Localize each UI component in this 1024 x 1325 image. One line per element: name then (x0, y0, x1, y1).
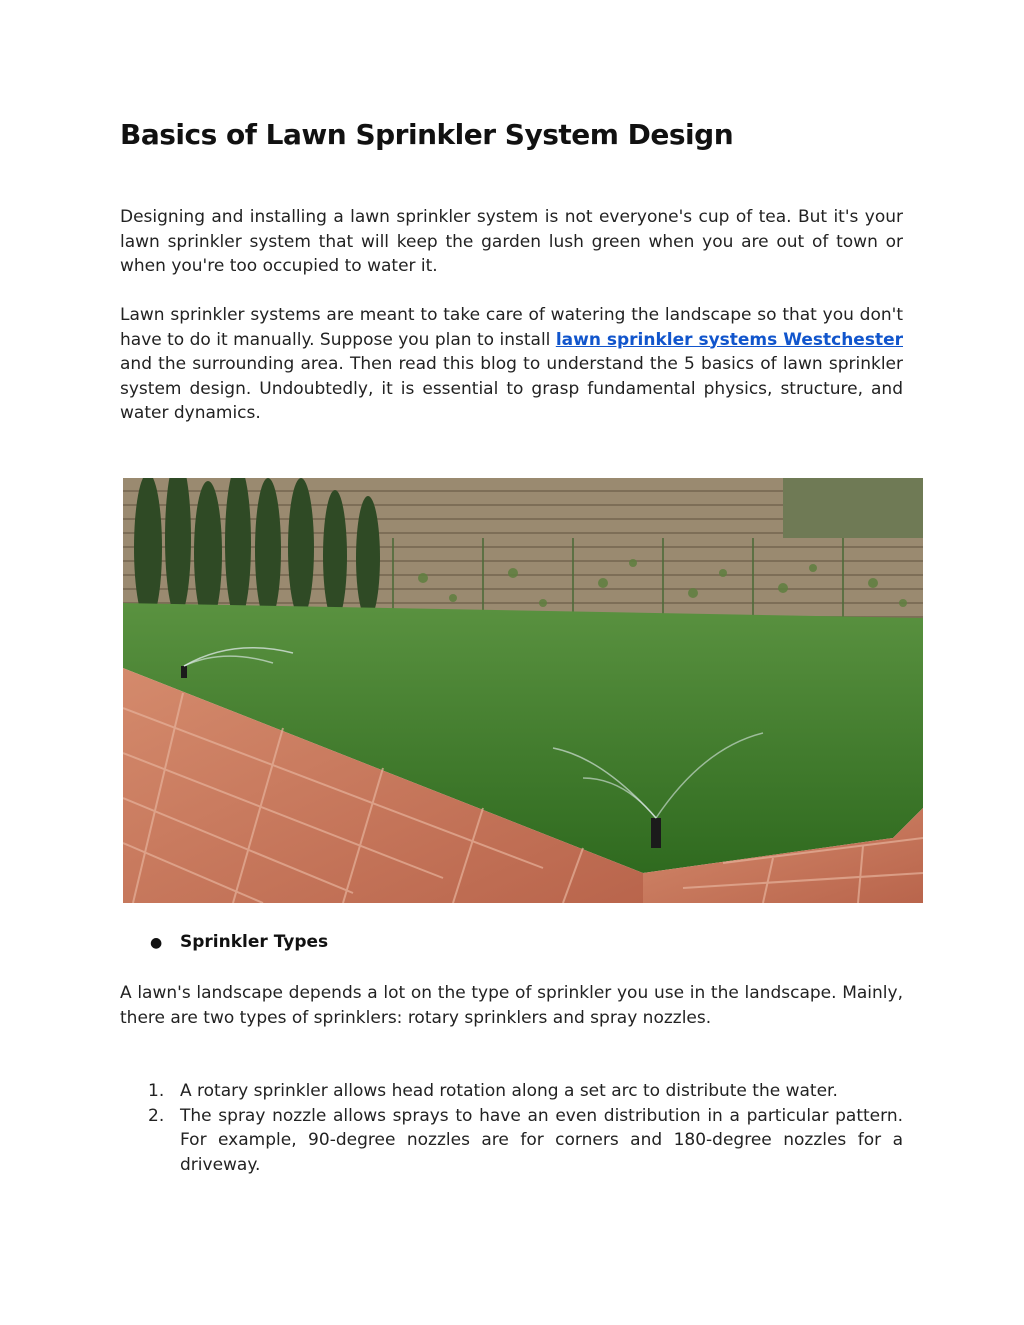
list-item-number: 1. (148, 1081, 165, 1101)
list-item-text: A rotary sprinkler allows head rotation along a set arc to distribute the water. (180, 1081, 838, 1101)
paragraph-text-after-link: and the surrounding area. Then read this blog to understand the 5 basics of lawn sprinkler system design. Undoubtedly, it is essential to grasp fundamental physics, structure, and water dynamics. (120, 354, 903, 423)
body-paragraph (120, 303, 903, 426)
sprinkler-types-paragraph: A lawn's landscape depends a lot on the type of sprinkler you use in the landscape. Mainly, there are two types of sprinklers: rotary sprinklers and spray nozzles. (120, 983, 903, 1028)
lawn-sprinkler-westchester-link[interactable]: lawn sprinkler systems Westchester (555, 329, 903, 350)
bullet-icon: ● (150, 935, 163, 951)
list-item (120, 1104, 903, 1178)
intro-paragraph: Designing and installing a lawn sprinkler system is not everyone's cup of tea. But it's your lawn sprinkler system that will keep the garden lush green when you are out of town or when you're too occupied to water it. (120, 207, 903, 276)
lawn-sprinkler-photo (123, 478, 923, 903)
list-item-number: 2. (148, 1105, 165, 1126)
page-title: Basics of Lawn Sprinkler System Design (120, 118, 734, 151)
section-heading-text: Sprinkler Types (180, 932, 329, 952)
paragraph-text-before-link: Lawn sprinkler systems are meant to take care of watering the landscape so that you don't have to do it manually. Suppose you plan to install (120, 305, 903, 350)
section-heading-sprinkler-types (150, 932, 328, 952)
list-item-text: The spray nozzle allows sprays to have an even distribution in a particular pattern. For example, 90-degree nozzles are for corners and 180-degree nozzles for a driveway. (180, 1105, 903, 1175)
sprinkler-types-list (120, 1079, 903, 1177)
list-item (120, 1079, 903, 1104)
